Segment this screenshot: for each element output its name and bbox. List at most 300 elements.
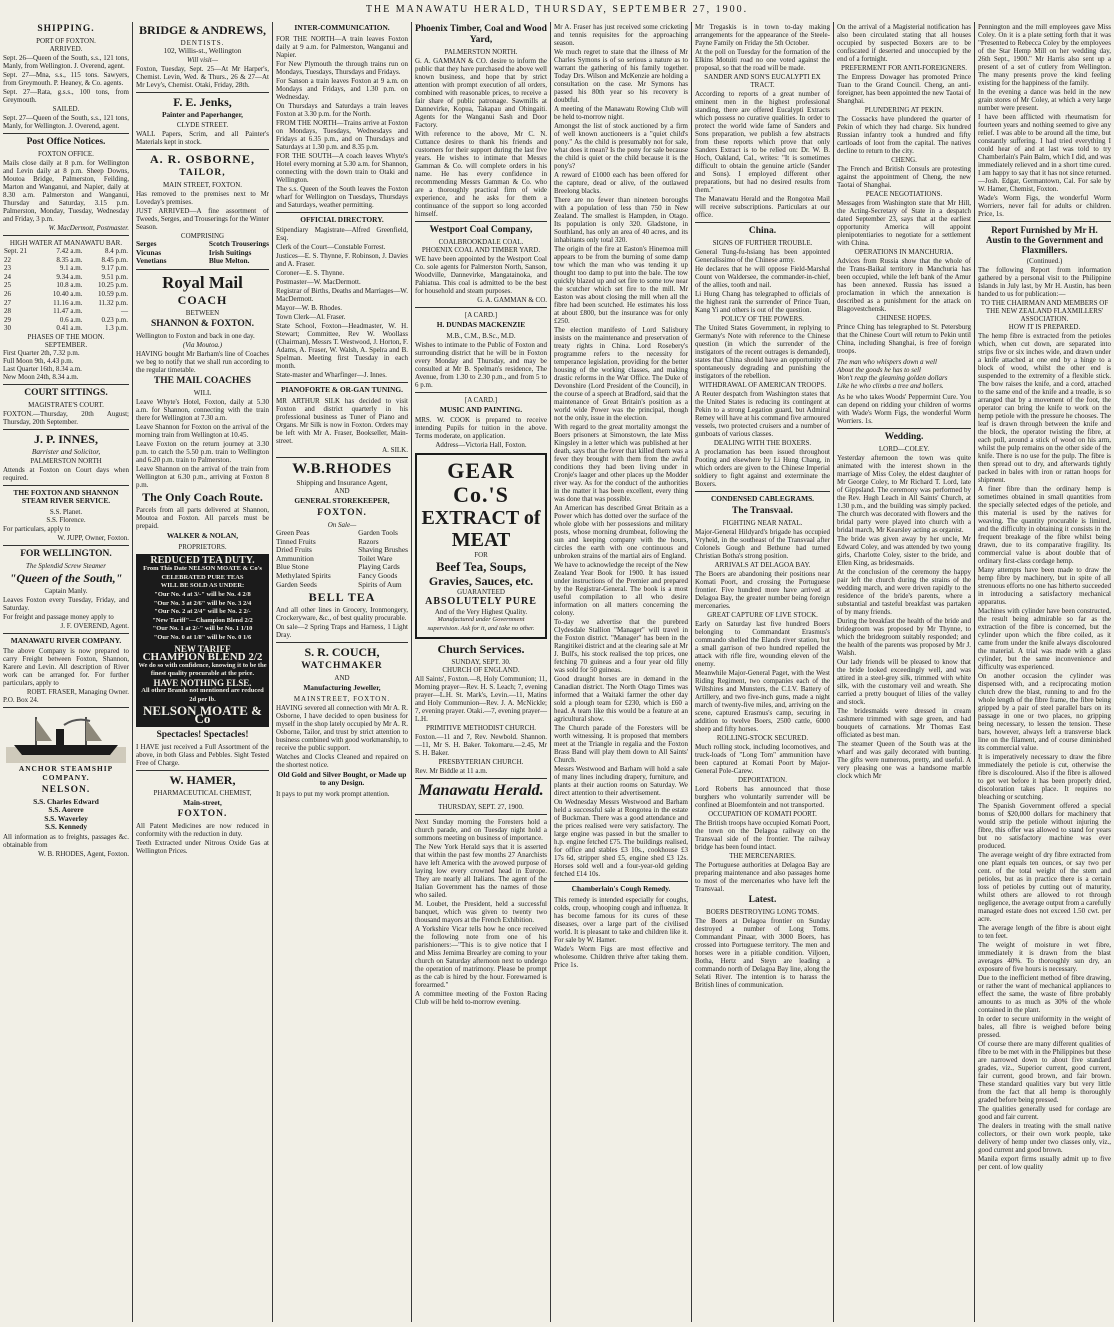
hamer-body: All Patent Medicines are now reduced in conformity with the reduction in duty. <box>136 822 269 839</box>
rhodes-sub: Shipping and Insurance Agent, <box>296 477 388 487</box>
rhodes-town: FOXTON. <box>317 507 367 518</box>
couch-address: MAINSTREET, FOXTON. <box>293 694 391 703</box>
official-6: Registrar of Births, Deaths and Marriages—W. MacDermott. <box>276 287 408 304</box>
shannon-body: For particulars, apply to <box>3 524 71 533</box>
tea-line-7: "New Tariff"—Champion Blend 2/2 <box>152 616 253 624</box>
tide-row <box>3 307 129 316</box>
sanders-body: According to reports of a great number of eminent men in the highest professional standing, there are offered Eucalypti Extracts which possess no curative qualities. In order to protect the world wide fame of Sanders and Sons preparation, we publish a few abstracts from these reports which prove that only Sanders Extract is to be relied on: Dr. W. B. Hoch, Oakland, Cal., writes: "It is sometimes difficult to obtain the genuine article (Sander and Sons). I employed different other preparations, but had no desired results from them." <box>695 90 830 194</box>
sailing-1: Sept. 27—Queen of the South, s.s., 121 tons, Manly, for Wellington. J. Overend, agent. <box>3 114 129 130</box>
tide-cell: 9.17 p.m. <box>101 264 128 273</box>
official-3: Justices—E. S. Thynne, F. Robinson, J. Davies and A. Fraser. <box>276 252 408 269</box>
walker-nolan: WALKER & NOLAN, <box>166 530 239 540</box>
china-5: A Reuter despatch from Washington states that the United States is reducing its contingent at Pekin to a strong Legation guard, but Admiral Remey will have at his command five armoured vessels, two protected cruisers and a number of gunboats of various classes. <box>695 390 830 438</box>
court-title: COURT SITTINGS. <box>24 387 108 398</box>
court-sub: MAGISTRATE'S COURT. <box>28 400 104 409</box>
good-right-1: Scotch Trouserings <box>208 239 269 249</box>
bridge-andrews-title: BRIDGE & ANDREWS, <box>138 23 267 37</box>
will-label: WILL <box>193 388 212 397</box>
report-how: HOW IT IS PREPARED. <box>1008 323 1081 331</box>
gear-line-7: ABSOLUTELY PURE <box>425 596 537 608</box>
anchor-ship-2: S.S. Aorere <box>48 805 84 815</box>
tea-line-1: From This Date NELSON MOATE & Co's <box>143 565 262 573</box>
spectacles-body: I HAVE just received a Full Assortment of the above, in both Glass and Pebbles. Sight Tested Free of Charge. <box>136 742 269 767</box>
port-label: PORT OF FOXTON. <box>36 37 96 45</box>
tea-mid: We do so with confidence, knowing it to be the finest quality procurable at the price. <box>138 661 267 678</box>
anchor-body: All information as to freights, passages &c. obtainable from <box>3 832 129 849</box>
mail-1: Leave Whyte's Hotel, Foxton, daily at 5.30 a.m. for Shannon, connecting with the train there for Wellington at 7.30 a.m. <box>136 397 269 422</box>
primitive-title: PRIMITIVE METHODIST CHURCH. <box>425 724 537 733</box>
sale-left-7: Garden Seeds <box>276 579 317 589</box>
steamship-illustration <box>3 711 129 763</box>
report-14: Of course there are many different qualities of fibre to be met with in the Philippines but these are narrowed down to about five standard grades, viz., Superior current, good current, fair current, good brown, and fair brown. These standard qualities vary but very little from the fact that all hemp is thoroughly graded before being pressed. <box>978 1040 1111 1104</box>
rhodes-store: GENERAL STOREKEEPER, <box>294 496 390 506</box>
news6-1: Mr Tregaskis is in town to-day making arrangements for the appearance of the Steele-Payne Family on Friday the 5th October. <box>695 23 830 47</box>
report-continued: (Continued.) <box>1026 257 1063 265</box>
coach-label: COACH <box>177 292 228 307</box>
gear-line-6: GUARANTEED <box>457 588 505 597</box>
music-address: Address—Victoria Hall, Foxton. <box>435 441 527 450</box>
tide-cell: 0.6 a.m. <box>59 315 83 324</box>
editorial-2: The New York Herald says that it is asserted that within the past few months 27 Anarchists have left America with the avowed purpose of laying low every crowned head in Europe. They are nearly all Italians. The agent of the Italian Government has the names of those who sailed. <box>415 843 547 900</box>
peace-heading: PEACE NEGOTIATIONS. <box>865 190 943 198</box>
silk-sign: A. SILK. <box>382 445 408 454</box>
china-9: The Cossacks have plundered the quarter of Pekin of which they had charge. Six hundred Russian infantry took a hundred and fifty cartloads of loot from the capital. The natives decline to return to the city. <box>837 115 971 155</box>
sale-right-6: Fancy Goods <box>358 570 398 580</box>
westport-sub: COALBROOKDALE COAL. <box>438 238 524 246</box>
couch-role-2: Manufacturing Jeweller, <box>303 683 381 693</box>
verse: The man who whispers down a well About the goods he has to sell Won't reap the gleaming golden dollars Like he who climbs a tree and hollers. <box>837 358 948 390</box>
report-7: It is imperatively necessary to draw the fibre immediately the petiole is cut, otherwise the fibre is discoloured. Also if the fibre is allowed to get wet before it has been properly dried, discoloration takes place. It requires no bleaching or scutching. <box>978 753 1111 801</box>
china-13: Prince Ching has telegraphed to St. Petersburg that the Chinese Court will return to Pekin until China, including Shanghai, is free of foreign troops. <box>837 323 971 355</box>
policy-heading: POLICY OF THE POWERS. <box>721 315 804 323</box>
china-7: On the arrival of a Magisterial notification has also been circulated stating that all houses occupied by suspected Boxers are to be confiscated if deserted and unoccupied by the end of a fortnight. <box>837 23 971 63</box>
tide-cell: 25 <box>4 281 11 290</box>
bridge-visit: Will visit— <box>187 55 218 64</box>
queen-body: Leaves Foxton every Tuesday, Friday, and Saturday. <box>3 595 129 612</box>
page-masthead: THE MANAWATU HERALD, THURSDAY, SEPTEMBER 27, 1900. <box>365 4 749 15</box>
wellington-title: FOR WELLINGTON. <box>20 548 112 559</box>
report-13: In order to secure uniformity in the weight of bales, all fibre is weighed before being pressed. <box>978 1015 1111 1039</box>
transvaal-6: Lord Roberts has announced that those burghers who voluntarily surrender will be confined at Bloemfontein and not transported. <box>695 784 830 809</box>
only-coach-body: Parcels from all parts delivered at Shannon, Moutoa and Foxton. All parcels must be prepaid. <box>136 505 269 530</box>
good-right-3: Blue Melton. <box>208 256 250 266</box>
jenks-name: F. E. Jenks, <box>173 94 232 109</box>
deport-heading: DEPORTATION. <box>738 775 787 784</box>
withdrawal-heading: WITHDRAWAL OF AMERICAN TROOPS. <box>698 381 826 389</box>
column-2 <box>132 22 272 1322</box>
column-6 <box>691 22 833 1322</box>
news6-2: At the poll on Tuesday for the formation of the Elkins Motuiti road no one voted against the proposal, so that the road will be made. <box>695 48 830 72</box>
merc-heading: THE MERCENARIES. <box>729 851 796 860</box>
inter-title: INTER-COMMUNICATION. <box>294 23 390 32</box>
moon-title: PHASES OF THE MOON. <box>27 332 105 341</box>
sale-list <box>276 529 408 589</box>
post-office-sub: FOXTON OFFICE. <box>38 150 94 158</box>
column-1 <box>0 22 132 1322</box>
tide-row <box>3 264 129 273</box>
delagoa-heading: ARRIVALS AT DELAGOA BAY. <box>714 560 811 569</box>
china-3: Li Hung Chang has telegraphed to officials of the highest rank the surrender of Prince Tuan, Kang Yi and others is out of the question. <box>695 290 830 314</box>
news-15: Messrs Westwood and Barham will hold a sale of many lines including drapery, furniture, and plants at their auction rooms on Saturday. We direct attention to their advertisement. <box>554 765 688 797</box>
bell-tea: BELL TEA <box>308 590 376 605</box>
card-label: [A CARD.] <box>464 311 498 319</box>
music-body: MRS. W. COOK is prepared to receive intending Pupils for tuition in the above. Terms moderate, on application. <box>415 416 547 441</box>
china-title: China. <box>748 226 777 236</box>
walker-sub: PROPRIETORS. <box>178 542 227 551</box>
postmaster: W. MacDermott, Postmaster. <box>48 224 129 232</box>
goods-list <box>136 240 269 266</box>
tide-cell: 10.59 p.m. <box>98 289 128 298</box>
hamer-body-2: Teeth Extracted under Nitrous Oxide Gas at Wellington Prices. <box>136 839 269 856</box>
tide-cell: 10.40 a.m. <box>52 289 83 298</box>
presbyterian-body: Rev. Mr Biddle at 11 a.m. <box>415 767 488 776</box>
official-4: Coroner—E. S. Thynne. <box>276 269 345 278</box>
tide-cell: 28 <box>4 307 11 316</box>
china-10: The French and British Consuls are protesting against the appointment of Cheng, the new Taotai of Shanghai. <box>837 165 971 189</box>
gear-line-3: FOR <box>474 551 488 560</box>
tide-cell: 0.41 a.m. <box>56 324 83 333</box>
report-title: Report Furnished by Mr H. Austin to the Government and Flaxmillers. <box>985 225 1103 255</box>
via-label: (Via Moutoa.) <box>182 340 223 349</box>
gear-line-1: GEAR Co.'S <box>447 458 515 508</box>
jenks-body: WALL Papers, Scrim, and all Painter's Materials kept in stock. <box>136 130 269 147</box>
tide-cell: 11.47 a.m. <box>53 307 83 316</box>
gear-line-8: And of the Very Highest Quality. <box>434 608 528 617</box>
coe-label: CHURCH OF ENGLAND. <box>442 666 520 675</box>
phoenix-body: G. A. GAMMAN & CO. desire to inform the public that they have purchased the above well known business, and hope that by strict attention with prompt execution of all orders, combined with reasonable prices, to receive a fair share of public patronage. Sawmills at Dannevirke, Kopua, Takapau and Ohingaiti. Agents for the Wanganui Sash and Door Factory. <box>415 57 547 129</box>
rhodes-and: AND <box>334 487 350 496</box>
report-16: The dealers in treating with the small native collectors, or their own work people, take delivery of hemp under two classes only, viz., good current and good brown. <box>978 1122 1111 1154</box>
verse-tail: As he who takes Woods' Peppermint Cure. You can depend on ridding your children of worms with Wade's Worm Figs, the wonderful Worm Worriers. 1s. <box>837 393 971 425</box>
news-6: There are no fewer than nineteen boroughs with a population of less than 750 in New Zealand. The smallest is Hampden, in Otago. Its population is only 320. Gladstone, in Southland, has only an area of 40 acres, and its inhabitants only total 320. <box>554 196 688 244</box>
tide-cell: 11.16 a.m. <box>53 298 83 307</box>
inter-6: FOR THE SOUTH—A coach leaves Whyte's Hotel every morning at 5.30 a.m. for Shannon, connecting with the down train to Otaki and Wellington. <box>276 151 408 184</box>
westport-sign: G. A. GAMMAN & CO. <box>477 296 547 304</box>
tide-row <box>3 290 129 299</box>
komati-heading: OCCUPATION OF KOMATI POORT. <box>708 809 817 818</box>
wedding-3: At the conclusion of the ceremony the happy pair left the church during the strains of the wedding march, and were driven rapidly to the residence of the bride's parents, where a substantial and tasteful breakfast was partaken of by many friends. <box>837 568 971 616</box>
official-7: Mayor—W. B. Rhodes. <box>276 304 343 313</box>
jenks-address: CLYDE STREET. <box>176 121 229 130</box>
worm-figs: Wade's Worm Figs are most effective and wholesome. Children thrive after taking them. Price 1s. <box>554 944 688 969</box>
card-label-2: [A CARD.] <box>464 395 498 404</box>
osborne-body: Has removed to the premises next to Mr Loveday's premises. <box>136 190 269 207</box>
couch-old-gold: Old Gold and Silver Bought, or Made up to any Design. <box>277 769 407 788</box>
good-right-2: Irish Suitings <box>208 247 252 257</box>
good-left-1: Serges <box>136 239 157 249</box>
ship-planet: S.S. Planet. <box>49 507 83 516</box>
osborne-name: A. R. OSBORNE, <box>149 152 255 167</box>
report-3: A finer fibre than the ordinary hemp is sometimes obtained in small quantities from the specially selected edges of the petiole, and this material is used by the natives for weaving. The quantity procurable is limited, and the difficulty in obtaining it consists in the frequent breakage of the fibre whilst being drawn, due to its comparative fragility. Its commercial value is about double that of ordinary first-class cordage hemp. <box>978 485 1111 565</box>
lord-coley: LORD—COLEY. <box>878 445 930 453</box>
transvaal-1: Major-General Hildyard's brigade has occupied Vryheid, in the southeast of the Transvaal after Colonels Gough and Bethune had turned Christian Botha's strong position. <box>695 527 830 560</box>
piano-body: MR ARTHUR SILK has decided to visit Foxton and district quarterly in his professional business as Tuner of Piano and Organs. Mr Silk is now in Foxton. Orders may be left with Mr A. Fraser, Bookseller, Main-street. <box>276 396 408 445</box>
westport-sub-2: PHOENIX COAL AND TIMBER YARD. <box>421 246 541 254</box>
tide-cell: 27 <box>4 298 11 307</box>
anchor-title: ANCHOR STEAMSHIP COMPANY. <box>18 764 114 782</box>
tide-row <box>3 299 129 308</box>
route-label: SHANNON & FOXTON. <box>150 318 254 329</box>
innes-name: J. P. INNES, <box>34 431 98 446</box>
shannon-service-title: THE FOXTON AND SHANNON STEAM RIVER SERVICE. <box>13 487 119 506</box>
anchor-ship-3: S.S. Waverley <box>44 813 88 823</box>
tide-cell: 29 <box>4 315 11 324</box>
rhodes-sale: On sale—2 Spring Traps and Harness, 1 Light Dray. <box>276 623 408 640</box>
herald-masthead: Manawatu Herald. <box>418 782 544 800</box>
inter-3: For Sanson a train leaves Foxton at 9 a.m. on Mondays and Fridays, and 1.30 p.m. on Wednesday. <box>276 76 408 101</box>
tide-cell: 8.35 a.m. <box>56 255 83 264</box>
river-body: The above Company is now prepared to carry Freight between Foxton, Shannon, Karere and Levin. All description of River work can be arranged for. For further particulars, apply to <box>3 647 129 688</box>
official-5: Postmaster—W. MacDermott. <box>276 278 361 287</box>
wedding-5: Our lady friends will be pleased to know that the bride looked exceedingly well, and was attired in a steel-grey silk, trimmed with white silk, with the customary veil and wreath. She carried a pretty bouquet of lilies of the valley and stock. <box>837 658 971 706</box>
sale-left-4: Ammunition <box>276 553 314 563</box>
sale-left-6: Methylated Spirits <box>276 570 331 580</box>
tide-row <box>3 247 129 256</box>
chamberlain-title: Chamberlain's Cough Remedy. <box>571 884 671 893</box>
transvaal-9: The Boers at Delagoa frontier on Sunday destroyed a number of Long Toms. Commandant Pinaar, with 3000 Boers, has crossed into Portuguese territory. The men and horses were in a pitiable condition. Viljoen, Botha, Hertz and Steyn are leading a commando north of Delagoa Bay line, along the Selati River. The intention is to harass the British lines of communication. <box>695 916 830 989</box>
anchor-nelson: NELSON. <box>41 784 91 795</box>
gear-line-2: EXTRACT of MEAT <box>421 507 541 552</box>
official-8: Town Clerk—Al. Fraser. <box>276 313 346 322</box>
innes-role: Barrister and Solicitor, <box>31 446 101 456</box>
boxers-heading: DEALING WITH THE BOXERS. <box>713 439 812 447</box>
tea-advert <box>136 554 269 727</box>
tea-line-9: "Our No. 0 at 1/8" will be No. 0 1/6 <box>153 633 252 641</box>
sale-right-4: Toilet Ware <box>358 553 393 563</box>
queen-body-2: For freight and passage money apply to <box>3 612 114 621</box>
anchor-ship-1: S.S. Charles Edward <box>33 796 99 806</box>
transvaal-title: The Transvaal. <box>732 505 793 516</box>
chamberlain-body: This remedy is intended especially for coughs, colds, croup, whooping cough and influenza. It has become famous for its cures of these diseases, over a large part of the civilised world. It is pleasant to take and children like it. For sale by W. Hamer. <box>554 895 688 944</box>
good-left-3: Venetians <box>136 256 167 266</box>
wedding-4: During the breakfast the health of the bride and bridegroom was proposed by Mr Thynne, to which the bridegroom suitably responded; and the health of the parents was proposed by Mr J. Walsh. <box>837 617 971 657</box>
phoenix-title: Phoenix Timber, Coal and Wood Yard, <box>415 24 547 45</box>
prefer-heading: PREFERMENT FOR ANTI-FOREIGNERS. <box>840 64 968 72</box>
tea-line-3: WILL BE SOLD AS UNDER: <box>160 582 245 590</box>
gear-line-5: Gravies, Sauces, etc. <box>428 574 534 589</box>
tide-cell: 11.32 p.m. <box>98 298 128 307</box>
arrival-1: Sept. 26—Queen of the South, s.s., 121 tons, Manly, from Wellington. J. Overend, agent. <box>3 54 129 70</box>
news-9: With regard to the great mortality amongst the Boers prisoners at Simonstown, the late Miss Kingsley in a letter which was published at her death, says that the fever that killed them was a fever they brought with them from the awful conditions they had been living under in Cronje's laager and other places up the Modder river way. As for the conduct of the authorities in the matter it has been excellent, every thing was done that was possible. <box>554 423 688 503</box>
transvaal-8: The Portuguese authorities at Delagoa Bay are preparing maintenance and also passages home to most of the mercenaries who have left the Transvaal. <box>695 860 830 893</box>
hopes-heading: CHINESE HOPES. <box>876 314 932 322</box>
report-8: The Spanish Government offered a special bonus of $20,000 dollars for machinery that would strip the petiole without injuring the fibre, this offer was allowed to stand for years but no satisfactory machine was ever produced. <box>978 802 1111 850</box>
editorial-3: M. Loubet, the President, held a successful banquet, which was given to twenty two thousand mayors at the French Exhibition. <box>415 900 547 925</box>
capture-heading: GREAT CAPTURE OF LIVE STOCK. <box>707 610 818 619</box>
inter-1: FOR THE NORTH—A train leaves Foxton daily at 9 a.m. for Palmerston, Wanganui and Napier. <box>276 34 408 59</box>
report-2: The hemp fibre is extracted from the petioles which, when cut down, are separated into strips five or six inches wide, and drawn under a knife attached at one end by a hinge to a block of wood, whilst the other end is suspended to the extremity of a flexible stick. The bow raises the knife, and a cord, attached to the same end of the knife and a treadle, is so arranged that by a movement of the foot, the operator can bring the knife to work on the hemp petiole with the pressure he chooses. The leaf is drawn through between the knife and the block, the operator twisting the fibre, at each pull, around a stick of wood on his arm, whilst the pulp remains on the other side of the knife. There is no use for the pulp. The fibre is then spread out to dry, and afterwards tightly packed in bales with iron or rattan hoops for shipment. <box>978 332 1111 484</box>
transvaal-3: Early on Saturday last five hundred Boers belonging to Commandant Erasmus's commando shelled the Elands river station, but a small garrison of two hundred repelled the attack with rifle fire, wounding eleven of the enemy. <box>695 619 830 668</box>
news-11: We have to acknowledge the receipt of the New Zealand Year Book for 1900. It has issued under instructions of the Premier and prepared by the Registrar-General. The book is a most useful compilation to all who desire information on all matters concerning the colony. <box>554 561 688 617</box>
report-15: The qualities generally used for cordage are good and fair current. <box>978 1105 1111 1121</box>
tide-cell: Sept. 21 <box>4 247 27 255</box>
tide-cell: 8.45 p.m. <box>101 255 128 264</box>
church-body: All Saints', Foxton.—8, Holy Communion; 11, Morning prayer—Rev. H. S. Leach; 7, evening prayer—L.H. St. Mark's, Levin.—11, Matins and Holy Communion—Rev. J. A. McNickle; 7, evening prayer. Otaki.—7, evening prayer—L.H. <box>415 675 547 724</box>
dundas-degrees: M.B., C.M., B.Sc., M.D. <box>446 331 516 340</box>
sale-left-3: Dried Fruits <box>276 545 312 555</box>
osborne-role: TAILOR, <box>179 168 226 179</box>
tide-cell: — <box>121 307 128 316</box>
transvaal-4: Meanwhile Major-General Paget, with the West Riding Regiment, two companies each of the Wiltshires and Munsters, the C.I.V. Battery of Artillery, and two five-inch guns, made a night march of twenty-five miles, and, arriving on the scene, captured Erasmus's camp, securing in addition to twelve Boers, 2500 cattle, 6000 sheep and fifty horses. <box>695 668 830 733</box>
tide-table <box>3 247 129 333</box>
column-8 <box>974 22 1114 1322</box>
report-4: Many attempts have been made to draw the hemp fibre by machinery, but in spite of all strenuous efforts no one has hitherto succeeded in introducing a satisfactory mechanical apparatus. <box>978 566 1111 606</box>
destroy-heading: BOERS DESTROYING LONG TOMS. <box>706 907 819 916</box>
news-2: We much regret to state that the illness of Mr Charles Symons is of so serious a nature as to warrant the gathering of his family together. Today Drs. Wilson and McKenzie are holding a consultation on the case. Mr Symons has passed his 80th year so his recovery is doubtful. <box>554 48 688 104</box>
official-title: OFFICIAL DIRECTORY. <box>300 214 384 224</box>
tea-line-4: "Our No. 4 at 3/-" will be No. 4 2/8 <box>154 590 251 598</box>
wedding-1: Yesterday afternoon the town was quite animated with the interest shown in the marriage of Miss Coley, the eldest daughter of Mr George Coley, to Mr Richard T. Lord, late of Gippsland. The ceremony was performed by the Rev. Hugh Leach in All Saints' Church, at 1.30 p.m., and the building was simply packed. The church was decorated with flowers and the bridal party were played into church with a bridal march, Mr Kearsley acting as organist. <box>837 454 971 534</box>
news-3: A meeting of the Manawatu Rowing Club will be held to-morrow night. <box>554 105 688 121</box>
couch-body-2: Watches and Clocks Cleaned and repaired on the shortest notice. <box>276 752 408 769</box>
bridge-sub: DENTISTS. <box>180 39 225 47</box>
rhodes-agent: W. B. RHODES, Agent, Foxton. <box>38 849 129 858</box>
royal-body: Wellington to Foxton and back in one day. <box>136 331 255 340</box>
news8-3: I have been afflicted with rheumatism for fourteen years and nothing seemed to give any relief. I was able to be around all the time, but constantly suffering. I had tried everything I could hear of and at last was told to try Chamberlain's Pain Balm, which I did, and was immediately relieved and in a short time cured. I am happy to say that it has not since returned.—Josh. Edgar, Germantown, Cal. For sale by W. Hamer, Chemist, Foxton. <box>978 113 1111 193</box>
hamer-town: FOXTON. <box>177 809 228 820</box>
report-11: The weight of moisture in wet fibre, immediately it is drawn from the blast averages 40%. To thoroughly sun dry, an exposure of five hours is necessary. <box>978 941 1111 973</box>
gear-extract-advert <box>415 453 547 639</box>
rhodes-body: And all other lines in Grocery, Ironmongery, Crockeryware, &c., of best quality procurable. <box>276 606 408 623</box>
tide-cell: 10.8 a.m. <box>56 281 83 290</box>
wedding-7: The steamer Queen of the South was at the wharf and was gaily decorated with bunting. The gifts were numerous, pretty, and useful. A very pleasing one was a handsome marble clock which Mr <box>837 740 971 780</box>
sanders-title: SANDER AND SON'S EUCALYPTI EX TRACT. <box>704 73 821 89</box>
sale-right-7: Spirits of Aum <box>358 579 402 589</box>
moon-month: SEPTEMBER. <box>44 340 88 349</box>
hamer-role: PHARMACEUTICAL CHEMIST, <box>153 788 252 797</box>
good-left-2: Vicunas <box>136 247 162 257</box>
couch-body: HAVING severed all connection with Mr A. R. Osborne, I have decided to open business for myself in the shop lately occupied by Mr A. R. Osborne, Tailor, and trust by strict attention to business combined with good workmanship, to receive the public support. <box>276 703 408 752</box>
tide-cell: 26 <box>4 289 11 298</box>
news-10: An American has described Great Britain as a Power which has dotted over the surface of the whole globe with her possessions and military posts, whose morning drumbeat, following the sun and keeping company with the hours, circles the earth with one continuous and unbroken strains of the martial airs of England. <box>554 504 688 560</box>
report-17: Manila export firms usually admit up to five per cent. of low quality <box>978 1155 1111 1171</box>
column-5 <box>550 22 691 1322</box>
phoenix-sub: PALMERSTON NORTH. <box>444 48 518 56</box>
mail-2: Leave Shannon for Foxton on the arrival of the morning train from Wellington at 10.45. <box>136 422 269 439</box>
wedding-2: The bride was given away by her uncle, Mr Edward Coley, and was attended by two young girls, Charlotte Coley, sister to the bride, and Ellen King, as bridesmaids. <box>837 535 971 567</box>
news-1: Mr A. Fraser has just received some cricketing and tennis requisites for the approaching season. <box>554 23 688 47</box>
china-11: Messages from Washington state that Mr Hill, the Acting-Secretary of State in a despatch dated September 23, says that at the earliest opportunity America will appoint plenipotentiaries to negotiate for a settlement with China. <box>837 199 971 247</box>
royal-mail-title: Royal Mail <box>162 272 243 292</box>
comprising-label: COMPRISING <box>180 232 225 241</box>
church-title: Church Services. <box>437 642 525 657</box>
news-4: Amongst the list of stock auctioned by a firm of well known auctioneers is a "quiet child's pony." As the child is presumably not for sale, what does it mean? Is the pony for sale because the child is quiet or the child because it is the pony's? <box>554 122 688 170</box>
transvaal-5: Much rolling stock, including locomotives, and truck-loads of "Long Tom" ammunition have been captured at Komati Poort by Major-General Pole-Carew. <box>695 742 830 775</box>
court-body: FOXTON.—Thursday, 20th August; Thursday, 20th September. <box>3 409 129 426</box>
post-office-body: Mails close daily at 8 p.m. for Wellington and Levin daily at 8 p.m. Sheep Downs, Moutoa Bridge, Palmerston, Feilding, Marton and Wanganui, and Napier, daily at 8.30 a.m. Palmerston and Wanganui, Thursday and Saturday, 3.15 p.m. Palmerston, Monday, Tuesday, Wednesday and Friday, 3 p.m. <box>3 159 129 223</box>
couch-role: WATCHMAKER <box>301 661 383 672</box>
tea-new-tariff: NEW TARIFF <box>174 643 231 654</box>
on-sale-label: On Sale— <box>327 520 357 529</box>
official-9: State School, Foxton—Headmaster, W. H. Stewart; Committee, Rev W. Woollass (Chairman), Messrs T. Westwood, J. Horton, F. Adams, A. Fraser, W. Walsh, A. Spelra and B. Spelman. Meeting first Tuesday in each month. <box>276 322 408 371</box>
china-1: General Tung-fu-hsiang has been appointed Generalissimo of the Chinese army. <box>695 248 830 264</box>
china-6: A proclamation has been issued throughout Pooting and elsewhere by Li Hung Chang, in which orders are given to the Chinese Imperial soldiery to fight against and exterminate the Boxers. <box>695 448 830 488</box>
condensed-title: CONDENSED CABLEGRAMS. <box>710 494 815 503</box>
westport-body: WE have been appointed by the Westport Coal Co. sole agents for Palmerston North, Sanson, Woodville, Dannevirke, Mangatainoka, and Pahiatua. This coal is admitted to be the best for household and steam purposes. <box>415 255 547 295</box>
column-4 <box>411 22 550 1322</box>
river-company-title: MANAWATU RIVER COMPANY. <box>10 635 122 645</box>
news6-3: The Manawatu Herald and the Rongotea Mail will receive subscriptions. Particulars at our office. <box>695 195 830 219</box>
church-date: SUNDAY, SEPT. 30. <box>451 658 511 667</box>
rolling-heading: ROLLING-STOCK SECURED. <box>716 733 809 742</box>
couch-title: S. R. COUCH, <box>304 645 380 660</box>
report-10: The average length of the fibre is about eight to ten feet. <box>978 924 1111 940</box>
osborne-body-2: JUST ARRIVED—A fine assortment of Tweeds, Serges, and Trouserings for the Winter Season. <box>136 207 269 232</box>
inter-7: The s.s. Queen of the South leaves the Foxton wharf for Wellington on Tuesdays, Thursdays and Saturdays, weather permitting. <box>276 184 408 209</box>
inter-5: FROM THE NORTH—Trains arrive at Foxton on Mondays, Tuesdays, Wednesdays and Fridays at 6.35 p.m., and on Thursdays and Saturdays at 1.30 p.m. and 8.35 p.m. <box>276 118 408 151</box>
tide-row <box>3 316 129 325</box>
plunder-heading: PLUNDERING AT PEKIN. <box>864 106 944 114</box>
fraser-sign: ROBT. FRASER, Managing Owner. <box>26 688 129 697</box>
official-1: Stipendiary Magistrate—Alfred Greenfield, Esq. <box>276 226 408 243</box>
jenks-role: Painter and Paperhanger, <box>161 109 244 119</box>
gear-line-9: Manufactured under Government supervision. Ask for it, and take no other. <box>427 616 535 632</box>
sale-left-2: Tinned Fruits <box>276 536 316 546</box>
arrived-label: ARRIVED. <box>49 45 83 53</box>
sale-right-1: Garden Tools <box>358 527 398 537</box>
anchor-ship-4: S.S. Kennedy <box>44 822 88 832</box>
couch-and: AND <box>334 674 350 683</box>
column-7 <box>833 22 974 1322</box>
cheng-heading: CHENG. <box>891 156 917 164</box>
tide-cell: 24 <box>4 272 11 281</box>
wedding-6: The bridesmaids were dressed in cream cashmere trimmed with sage green, and had bouquets of carnations. Mr Thomas East officiated as best man. <box>837 707 971 739</box>
sale-right-3: Shaving Brushes <box>358 545 408 555</box>
captain: Captain Manly. <box>44 586 88 595</box>
china-2: He declares that he will oppose Field-Marshal Count von Waldersee, the commander-in-chief, of the allies, tooth and nail. <box>695 265 830 289</box>
tide-row <box>3 256 129 265</box>
news8-1: Pennington and the mill employees gave Miss Coley. On it is a plate setting forth that it was "Presented to Rebecca Coley by the employees of the Star Hemp Mill on her wedding day, 26th Sept., 1900." Mr Harris also sent up a present of a set of cutlery from Wellington. The many presents prove the kind feeling existing for the happiness of the family. <box>978 23 1111 87</box>
news-8: The election manifesto of Lord Salisbury insists on the maintenance and preservation of treaty rights in China. Lord Rosebery's programme refers to the necessity for temperance legislation, providing for the better housing of the working classes, and making drastic reforms in the War Office. The Duke of Devonshire (Lord President of the Council), in the course of a speech at Bradford, said that the maintenance of Great Britain's position as a world wide Power was the principal, though not the only, issue in the election. <box>554 326 688 422</box>
manchuria-heading: OPERATIONS IN MANCHURIA. <box>854 248 954 256</box>
osborne-address: MAIN STREET, FOXTON. <box>162 181 243 190</box>
tide-row <box>3 324 129 333</box>
presbyterian-title: PRESBYTERIAN CHURCH. <box>438 758 524 767</box>
jupp-sign: W. JUPP, Owner, Foxton. <box>57 533 129 542</box>
innes-body: Attends at Foxton on Court days when required. <box>3 465 129 482</box>
sailed-label: SAILED. <box>52 105 80 113</box>
news-7: The origin of the fire at Easton's Hinemoa mill appears to be from the burning of some damp tow which the man who was tending it up thought too damp to put into the bale. The tow quickly blazed up and set fire to some tow near the scutcher which set fire to the mill. Mr Easton was about closing the mill when all the fibre had been scutched. He estimates his loss at about £800, but the insurance was for only £250. <box>554 245 688 325</box>
china-8: The Empress Dowager has promoted Prince Tuan to the Grand Council. Cheng, an anti-foreigner, has been appointed the new Taotai of Shanghai. <box>837 73 971 105</box>
mail-4: Leave Shannon on the arrival of the train from Wellington at 6.30 p.m., arriving at Foxton 8 p.m. <box>136 464 269 489</box>
news-5: A reward of £1000 each has been offered for the capture, dead or alive, of the outlawed Breelong blacks. <box>554 171 688 195</box>
tea-line-2: CELEBRATED PURE TEAS <box>161 573 244 581</box>
official-10: State-master and Wharfinger—J. Innes. <box>276 371 387 380</box>
tide-cell: 0.23 p.m. <box>101 315 128 324</box>
china-4: The United States Government, in replying to Germany's Note with reference to the Chinese question (in which the surrender of the instigators of the recent outrages is demanded), states that China should have an opportunity of spontaneously degrading and punishing the instigators of the rebellion. <box>695 324 830 380</box>
moon-4: New Moon 24th, 8.34 a.m. <box>3 372 79 381</box>
dundas-body: Wishes to intimate to the Public of Foxton and surrounding district that he will be in Foxton every Monday and Thursday, and may be consulted at Mr B. Spelman's residence, The Avenue, from 1.30 to 2.30 p.m., and from 5 to 6 p.m. <box>415 340 547 389</box>
ship-florence: S.S. Florence. <box>46 515 86 524</box>
tea-line-6: "Our No. 2 at 2/4" will be No. 2 2/- <box>154 608 251 616</box>
news-14: The Church parade of the Foresters will be worth witnessing. It is proposed that members meet at the Triangle in regalia and the Foxton Brass Band will play them down to All Saints' Church. <box>554 724 688 764</box>
column-3 <box>272 22 411 1322</box>
between-label: BETWEEN <box>185 308 220 317</box>
mail-3: Leave Foxton on the return journey at 3.30 p.m. to catch the 5.50 p.m. train to Wellington and 6.20 p.m. train to Palmerston. <box>136 439 269 464</box>
hamer-name: W. HAMER, <box>169 772 236 787</box>
report-to: TO THE CHAIRMAN AND MEMBERS OF THE NEW ZEALAND FLAXMILLERS' ASSOCIATION. <box>980 299 1109 323</box>
news-13: Good draught horses are in demand in the Canadian district. The North Otago Times was informed that a Waitaki farmer the other day sold a plough team for £230, which is £60 a head. A team like this would be a feature at an agricultural show. <box>554 675 688 723</box>
post-office-title: Post Office Notices. <box>26 137 106 147</box>
dundas-name: H. DUNDAS MACKENZIE <box>436 320 526 329</box>
bridge-body: Foxton, Tuesday, Sept. 25—At Mr Harper's, Chemist. Levin, Wed. & Thurs., 26 & 27—At Mr Levy's, Chemist. Otaki, Friday, 28th. <box>136 64 269 89</box>
mail-coaches-title: THE MAIL COACHES <box>153 375 252 386</box>
tide-row <box>3 273 129 282</box>
natal-heading: FIGHTING NEAR NATAL. <box>722 518 803 527</box>
tea-title: REDUCED TEA DUTY. <box>150 554 255 566</box>
moon-3: Last Quarter 16th, 8.34 a.m. <box>3 364 82 373</box>
tide-cell: 9.51 p.m. <box>101 272 128 281</box>
